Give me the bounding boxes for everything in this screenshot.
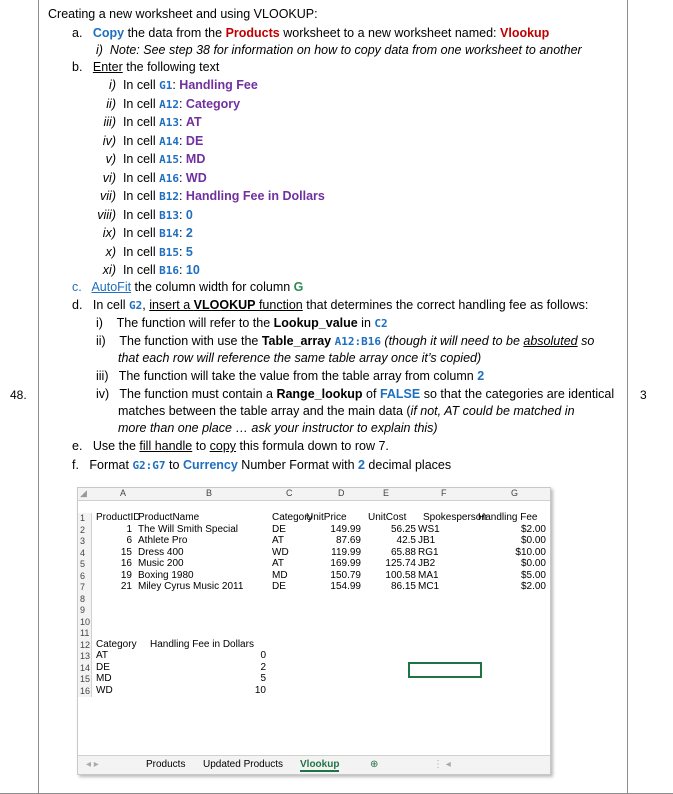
data-cell[interactable]: Miley Cyrus Music 2011 xyxy=(138,581,244,592)
item-a xyxy=(72,25,549,41)
lookup-cell[interactable]: MD xyxy=(96,673,112,684)
in-cell-text: In cell xyxy=(122,115,160,129)
data-cell[interactable]: MA1 xyxy=(418,569,439,581)
tab-scroll-arrows[interactable]: ◂ ▸ xyxy=(86,759,99,770)
data-cell[interactable]: $0.00 xyxy=(520,535,546,546)
data-cell[interactable]: $0.00 xyxy=(520,558,546,569)
row-number[interactable]: 13 xyxy=(80,651,91,661)
range-a12-b16: A12:B16 xyxy=(334,335,381,348)
item-f-text2: to xyxy=(165,458,183,472)
horizontal-scroll-icon[interactable]: ⋮ ◂ xyxy=(433,759,451,770)
row-number[interactable]: 15 xyxy=(80,674,91,684)
enter-list-number: i) xyxy=(109,78,116,92)
copy-keyword: Copy xyxy=(92,26,125,40)
row-number[interactable]: 1 xyxy=(78,513,92,525)
column-2: 2 xyxy=(477,369,485,383)
enter-list-number: xi) xyxy=(102,263,116,277)
cell-value: Category xyxy=(185,96,241,111)
cell-reference: G1 xyxy=(159,79,173,92)
item-d-iv-text4: matches between the table array and the main data ( xyxy=(118,404,411,418)
item-d-text2: , xyxy=(142,298,150,312)
points-value: 3 xyxy=(640,388,647,402)
lookup-cell[interactable]: DE xyxy=(96,661,110,673)
spreadsheet-screenshot xyxy=(77,487,551,775)
data-cell[interactable]: Dress 400 xyxy=(138,546,184,558)
selected-cell-f11[interactable] xyxy=(408,662,482,678)
cell-value: 2 xyxy=(185,226,193,240)
col-header-c: C xyxy=(286,488,293,498)
item-d-iv-cont2: more than one place … ask your instructor to explain this) xyxy=(118,421,438,435)
row-number[interactable]: 11 xyxy=(78,628,92,640)
sheet-tab-bar xyxy=(78,755,550,774)
data-cell[interactable]: 149.99 xyxy=(330,523,361,535)
item-a-i-note: Note: See step 38 for information on how to copy data from one worksheet to another xyxy=(109,43,582,57)
item-d xyxy=(72,297,588,314)
row-number[interactable]: 9 xyxy=(78,605,92,617)
enter-list-number: viii) xyxy=(97,207,116,222)
item-d-iv-label: iv) xyxy=(96,387,110,401)
enter-list-number: x) xyxy=(105,244,116,259)
item-d-i-text2: in xyxy=(357,316,375,330)
row-number[interactable]: 14 xyxy=(80,662,91,673)
data-cell[interactable]: $2.00 xyxy=(520,581,546,592)
item-e-text3: this formula down to row 7. xyxy=(236,439,389,453)
row-number[interactable]: 8 xyxy=(78,594,92,606)
copy-text: copy xyxy=(209,439,237,453)
cell-reference: B13 xyxy=(159,208,179,222)
cell-value: AT xyxy=(185,115,202,129)
row-number[interactable]: 7 xyxy=(78,582,92,594)
item-f xyxy=(72,457,451,474)
row-number[interactable]: 10 xyxy=(80,616,91,627)
item-d-iv-text2: of xyxy=(362,387,380,401)
item-f-text1: Format xyxy=(89,458,133,472)
in-cell-text: In cell xyxy=(122,244,160,259)
data-cell[interactable]: 15 xyxy=(120,546,132,558)
data-cell[interactable]: 16 xyxy=(120,558,132,569)
absoluted-text: absoluted xyxy=(523,334,578,348)
item-d-label: d. xyxy=(72,298,83,312)
cell-reference: B15 xyxy=(159,245,179,259)
data-cell[interactable]: 56.25 xyxy=(390,523,416,535)
col-header-g: G xyxy=(511,488,519,498)
vlookup-keyword: VLOOKUP xyxy=(193,298,256,312)
enter-list-number: vi) xyxy=(102,170,116,185)
in-cell-text: In cell xyxy=(122,170,160,185)
insert-text: insert a xyxy=(149,298,194,312)
data-cell[interactable]: AT xyxy=(272,558,285,569)
enter-keyword: Enter xyxy=(92,60,123,74)
cell-reference: A13 xyxy=(159,116,179,129)
left-border xyxy=(38,0,39,794)
data-cell[interactable]: JB1 xyxy=(418,535,436,546)
header-cell[interactable]: Handling Fee xyxy=(478,512,538,523)
function-text: function xyxy=(255,298,303,312)
lookup-cell[interactable]: 0 xyxy=(260,650,266,661)
currency-keyword: Currency xyxy=(182,458,238,472)
cell-reference: A12 xyxy=(159,97,179,111)
lookup-cell[interactable]: 5 xyxy=(260,673,266,684)
enter-list-item: i) In cell G1: Handling Fee xyxy=(88,77,258,94)
item-a-i xyxy=(96,42,582,58)
item-c xyxy=(72,279,303,295)
item-b xyxy=(72,59,219,75)
cell-value: WD xyxy=(185,170,207,185)
cell-reference: A16 xyxy=(159,171,179,185)
item-a-text1: the data from the xyxy=(124,26,226,40)
enter-list-number: ix) xyxy=(102,226,116,240)
item-d-iv-text1: The function must contain a xyxy=(119,387,277,401)
tab-vlookup[interactable]: Vlookup xyxy=(300,759,340,770)
tab-updated-products[interactable]: Updated Products xyxy=(203,759,284,770)
data-cell[interactable]: 6 xyxy=(126,535,132,546)
data-cell[interactable]: WS1 xyxy=(418,523,440,535)
item-d-ii-text1: The function with use the xyxy=(119,334,262,348)
in-cell-text: In cell xyxy=(122,226,160,240)
data-cell[interactable]: 154.99 xyxy=(330,581,361,592)
enter-list-item: x) In cell B15: 5 xyxy=(88,244,193,261)
cell-value: DE xyxy=(185,133,204,148)
data-cell[interactable]: MD xyxy=(272,569,288,581)
cell-value: Handling Fee in Dollars xyxy=(185,189,325,203)
row-number[interactable]: 12 xyxy=(80,639,91,650)
question-number: 48. xyxy=(10,388,27,402)
lookup-cell[interactable]: WD xyxy=(96,684,113,696)
data-cell[interactable]: 87.69 xyxy=(335,535,361,546)
lookup-cell[interactable]: 2 xyxy=(260,661,266,673)
item-d-ii-cont: that each row will reference the same table array once it’s copied) xyxy=(118,351,482,365)
row-number[interactable]: 2 xyxy=(78,525,92,537)
heading: Creating a new worksheet and using VLOOKUP: xyxy=(48,7,318,21)
enter-list-number: v) xyxy=(105,152,116,166)
data-cell[interactable]: RG1 xyxy=(418,546,439,558)
cell-reference: B12 xyxy=(159,190,179,203)
col-header-e: E xyxy=(383,488,390,498)
enter-list-item: v) In cell A15: MD xyxy=(88,151,205,168)
data-cell[interactable]: MC1 xyxy=(418,581,440,592)
item-d-iv xyxy=(96,386,614,402)
item-f-text3: Number Format with xyxy=(237,458,358,472)
item-d-iii-label: iii) xyxy=(96,369,109,383)
in-cell-text: In cell xyxy=(122,207,160,222)
enter-list-item: vii) In cell B12: Handling Fee in Dollars xyxy=(88,188,325,205)
item-d-ii-text3: so xyxy=(577,334,595,348)
item-d-ii-label: ii) xyxy=(96,334,106,348)
col-header-b: B xyxy=(206,488,213,498)
item-d-iii xyxy=(96,368,484,384)
item-a-label: a. xyxy=(72,26,83,40)
item-d-i xyxy=(96,315,388,332)
item-f-label: f. xyxy=(72,458,79,472)
data-cell[interactable]: 1 xyxy=(126,523,132,535)
range-g2-g7: G2:G7 xyxy=(132,459,166,472)
item-f-text4: decimal places xyxy=(364,458,452,472)
item-d-iii-text: The function will take the value from the table array from column xyxy=(118,369,478,383)
row-number[interactable]: 16 xyxy=(80,685,91,696)
enter-list-item: iii) In cell A13: AT xyxy=(88,114,202,131)
data-cell[interactable]: 42.5 xyxy=(396,535,416,546)
enter-list-item: ix) In cell B14: 2 xyxy=(88,225,193,242)
enter-list-number: vii) xyxy=(100,189,116,203)
enter-list-item: ii) In cell A12: Category xyxy=(88,96,240,113)
lookup-cell[interactable]: 10 xyxy=(254,684,266,696)
cell-reference: A14 xyxy=(159,134,179,148)
data-cell[interactable]: AT xyxy=(272,535,285,546)
item-d-text1: In cell xyxy=(92,298,129,312)
lookup-header-cell[interactable]: Handling Fee in Dollars xyxy=(150,638,254,650)
data-cell[interactable]: 169.99 xyxy=(330,558,361,569)
item-b-text: the following text xyxy=(122,60,220,74)
data-cell[interactable]: Music 200 xyxy=(138,558,184,569)
lookup-cell[interactable]: AT xyxy=(96,650,109,661)
header-cell[interactable]: ProductName xyxy=(138,512,200,523)
enter-list-item: vi) In cell A16: WD xyxy=(88,170,207,187)
cell-value: MD xyxy=(185,152,206,166)
false-keyword: FALSE xyxy=(379,387,421,401)
row-number[interactable]: 3 xyxy=(78,536,92,548)
item-a-i-label: i) xyxy=(96,43,103,57)
data-cell[interactable]: 119.99 xyxy=(331,546,361,558)
select-all-corner: ◢ xyxy=(80,488,87,498)
item-e xyxy=(72,438,389,454)
data-cell[interactable]: The Will Smith Special xyxy=(138,523,239,535)
item-d-i-text1: The function will refer to the xyxy=(116,316,274,330)
item-d-iv-text5: if not, AT could be matched in xyxy=(410,404,575,418)
data-cell[interactable]: 125.74 xyxy=(385,558,416,569)
cell-value: Handling Fee xyxy=(179,78,258,92)
tab-products[interactable]: Products xyxy=(146,759,186,770)
data-cell[interactable]: Athlete Pro xyxy=(138,535,188,546)
column-header-bar xyxy=(78,488,550,501)
row-number[interactable]: 5 xyxy=(78,559,92,571)
cell-reference: A15 xyxy=(159,153,179,166)
cell-value: 5 xyxy=(185,244,193,259)
data-cell[interactable]: $5.00 xyxy=(520,569,546,581)
data-cell[interactable]: Boxing 1980 xyxy=(138,569,194,581)
in-cell-text: In cell xyxy=(122,78,160,92)
in-cell-text: In cell xyxy=(122,152,160,166)
in-cell-text: In cell xyxy=(122,189,160,203)
data-cell[interactable]: 86.15 xyxy=(390,581,416,592)
enter-list-item: viii) In cell B13: 0 xyxy=(88,207,193,224)
item-e-label: e. xyxy=(72,439,83,453)
col-header-f: F xyxy=(441,488,447,498)
add-sheet-icon[interactable]: ⊕ xyxy=(370,759,379,770)
data-cell[interactable]: JB2 xyxy=(418,558,436,569)
data-cell[interactable]: DE xyxy=(272,523,286,535)
item-b-label: b. xyxy=(72,60,83,74)
in-cell-text: In cell xyxy=(122,133,160,148)
item-c-text: the column width for column xyxy=(131,280,294,294)
header-cell[interactable]: Category xyxy=(272,512,313,523)
col-header-d: D xyxy=(338,488,345,498)
cell-g2: G2 xyxy=(129,299,143,312)
cell-reference: B16 xyxy=(159,264,179,277)
enter-list-number: iii) xyxy=(103,115,116,129)
products-keyword: Products xyxy=(225,26,280,40)
item-d-ii xyxy=(96,333,594,350)
row-number[interactable]: 6 xyxy=(78,571,92,583)
autofit-keyword: AutoFit xyxy=(91,280,132,294)
data-cell[interactable]: $2.00 xyxy=(520,523,546,535)
col-header-a: A xyxy=(120,488,127,498)
data-cell[interactable]: 19 xyxy=(120,569,132,581)
data-cell[interactable]: WD xyxy=(272,546,289,558)
item-e-text2: to xyxy=(192,439,210,453)
item-c-label: c. xyxy=(72,280,82,294)
data-cell[interactable]: 21 xyxy=(120,581,132,592)
item-d-iv-cont xyxy=(118,403,575,419)
in-cell-text: In cell xyxy=(122,96,160,111)
right-border xyxy=(627,0,628,794)
cell-value: 0 xyxy=(185,207,193,222)
in-cell-text: In cell xyxy=(122,263,160,277)
header-cell[interactable]: UnitCost xyxy=(368,512,407,523)
data-cell[interactable]: 150.79 xyxy=(330,569,361,581)
header-cell[interactable]: UnitPrice xyxy=(306,512,347,523)
lookup-value: Lookup_value xyxy=(273,316,358,330)
item-d-iv-text3: so that the categories are identical xyxy=(420,387,615,401)
data-cell[interactable]: 65.88 xyxy=(390,546,416,558)
vlookup-sheet-name: Vlookup xyxy=(500,26,550,40)
enter-list-number: ii) xyxy=(106,96,116,111)
enter-list-item: iv) In cell A14: DE xyxy=(88,133,203,150)
column-g: G xyxy=(293,280,304,294)
lookup-header-cell[interactable]: Category xyxy=(96,638,137,650)
fill-handle-text: fill handle xyxy=(139,439,193,453)
header-cell[interactable]: Spokesperson xyxy=(423,512,487,523)
enter-list-item: xi) In cell B16: 10 xyxy=(88,262,200,279)
cell-reference: B14 xyxy=(159,227,179,240)
item-d-i-label: i) xyxy=(96,316,103,330)
data-cell[interactable]: $10.00 xyxy=(515,546,546,558)
two-decimals: 2 xyxy=(358,458,365,472)
data-cell[interactable]: 100.58 xyxy=(385,569,416,581)
item-d-text3: that determines the correct handling fee as follows: xyxy=(302,298,589,312)
header-cell[interactable]: ProductID xyxy=(96,512,141,523)
enter-list-number: iv) xyxy=(102,133,116,148)
range-lookup: Range_lookup xyxy=(276,387,363,401)
data-cell[interactable]: DE xyxy=(272,581,286,592)
table-array: Table_array xyxy=(261,334,332,348)
row-number[interactable]: 4 xyxy=(78,548,92,560)
cell-value: 10 xyxy=(185,263,200,277)
cell-c2: C2 xyxy=(374,317,388,330)
item-e-text1: Use the xyxy=(92,439,140,453)
item-d-ii-text2: (though it will need to be xyxy=(380,334,524,348)
item-a-text2: worksheet to a new worksheet named: xyxy=(279,26,501,40)
